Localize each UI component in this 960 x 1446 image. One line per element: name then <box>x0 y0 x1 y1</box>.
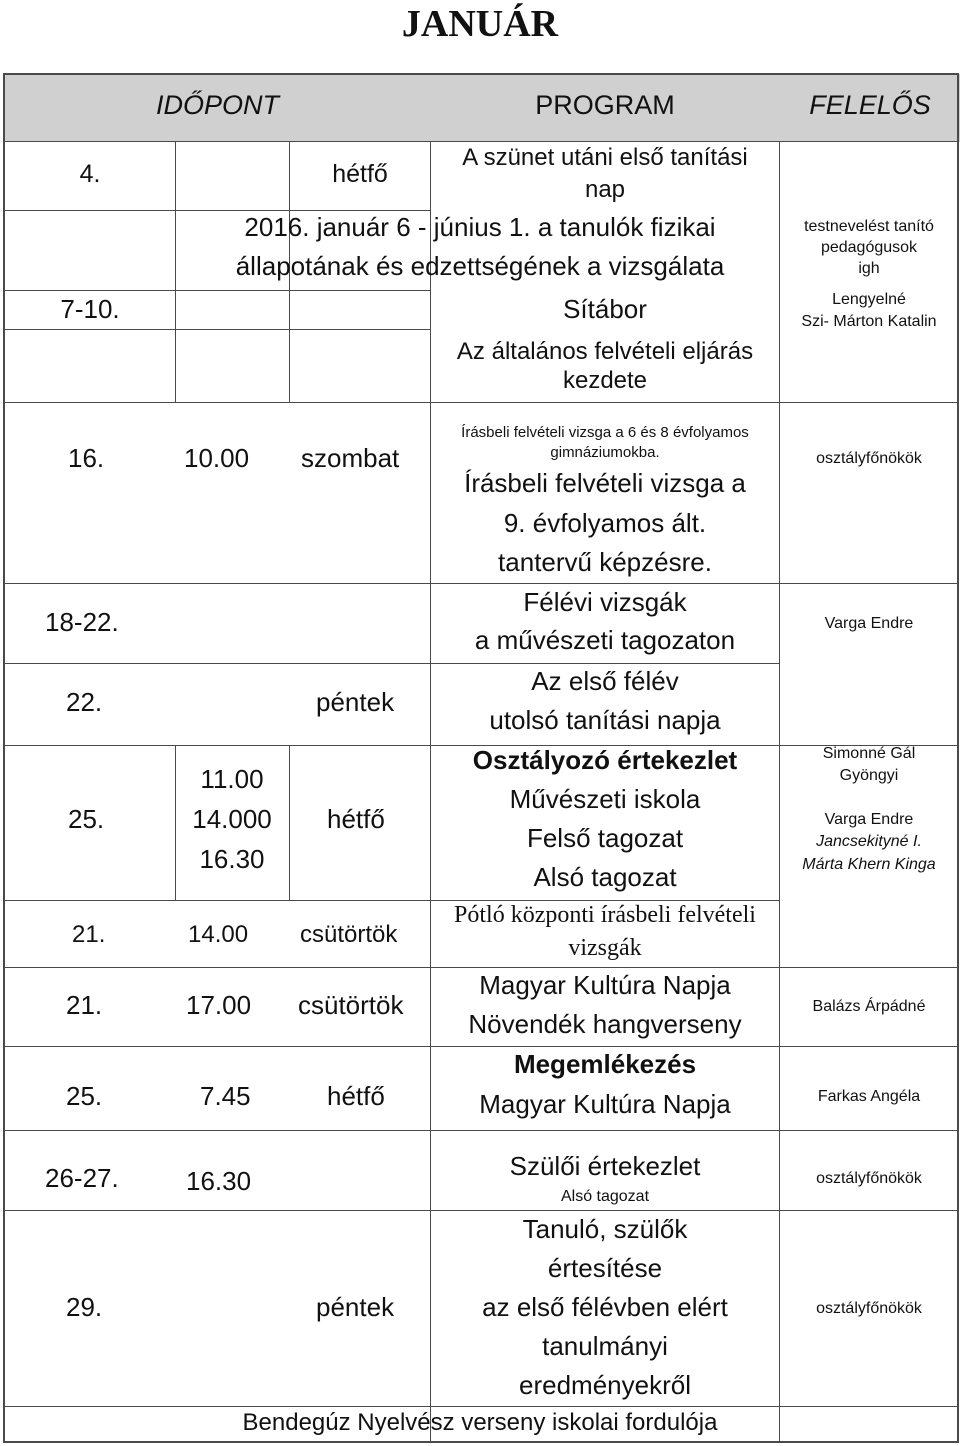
header-felelos: FELELŐS <box>809 90 931 120</box>
row-program: nap <box>584 176 626 203</box>
row-time: 14.00 <box>188 921 249 948</box>
row-program: Félévi vizsgák <box>523 587 687 617</box>
row-program: az első félévben elért <box>482 1292 728 1322</box>
row-program: Sítábor <box>563 294 647 324</box>
row-program: értesítése <box>547 1253 663 1283</box>
header-idopont: IDŐPONT <box>155 90 279 120</box>
row-time: 17.00 <box>186 990 252 1020</box>
row-program: Alsó tagozat <box>560 1188 650 1205</box>
row-responsible: Gyöngyi <box>839 767 899 784</box>
row-responsible: Márta Khern Kinga <box>802 856 936 873</box>
row-responsible: Lengyelné <box>832 291 906 308</box>
row-responsible: testnevelést tanító <box>804 218 934 235</box>
row-responsible: pedagógusok <box>820 239 918 256</box>
row-program: gimnáziumokba. <box>550 444 660 461</box>
row-day: 25. <box>66 1081 103 1111</box>
row-time: 14.000 <box>192 804 272 834</box>
row-weekday: péntek <box>316 687 395 717</box>
row-weekday: hétfő <box>327 1081 385 1111</box>
row-program: Magyar Kultúra Napja <box>479 1089 731 1119</box>
row-day: 25. <box>68 804 105 834</box>
row-time: 11.00 <box>200 764 264 794</box>
row-responsible: Varga Endre <box>824 615 914 632</box>
row-day: 4. <box>79 160 101 188</box>
row-responsible: Jancsekityné I. <box>816 833 922 850</box>
row-program: Tanuló, szülők <box>522 1214 688 1244</box>
row-program: Megemlékezés <box>513 1049 697 1079</box>
row-program: kezdete <box>562 367 648 394</box>
row-program: Alsó tagozat <box>533 862 677 892</box>
row-program: Művészeti iskola <box>509 784 701 814</box>
row-program: állapotának és edzettségének a vizsgálata <box>235 251 725 281</box>
row-program: Bendegúz Nyelvész verseny iskolai fordulója <box>242 1409 718 1436</box>
row-program: Osztályozó értekezlet <box>472 745 738 775</box>
row-program: utolsó tanítási napja <box>489 705 721 735</box>
row-program: tantervű képzésre. <box>498 547 712 577</box>
row-responsible: Balázs Árpádné <box>812 998 926 1015</box>
row-responsible: Varga Endre <box>824 811 914 828</box>
row-time: 10.00 <box>184 443 250 473</box>
row-responsible: osztályfőnökök <box>816 450 922 467</box>
row-weekday: csütörtök <box>300 921 398 948</box>
row-time: 16.30 <box>199 844 265 874</box>
row-program: Pótló központi írásbeli felvételi <box>454 902 756 928</box>
row-program: 2016. január 6 - június 1. a tanulók fizikai <box>244 212 716 242</box>
row-program: a művészeti tagozaton <box>474 625 736 655</box>
row-program: A szünet utáni első tanítási <box>462 144 748 171</box>
row-program: 9. évfolyamos ált. <box>503 508 707 538</box>
row-program: Szülői értekezlet <box>509 1151 701 1181</box>
row-weekday: hétfő <box>327 804 385 834</box>
row-day: 22. <box>66 687 103 717</box>
row-program: vizsgák <box>568 935 642 961</box>
row-responsible: osztályfőnökök <box>816 1170 922 1187</box>
row-time: 16.30 <box>186 1166 252 1196</box>
page-title: JANUÁR <box>401 3 559 45</box>
header-program: PROGRAM <box>535 90 675 120</box>
row-responsible: igh <box>858 260 880 277</box>
row-program: Az első félév <box>531 666 679 696</box>
row-program: tanulmányi <box>542 1331 668 1361</box>
row-day: 21. <box>72 921 106 948</box>
row-program: Növendék hangverseny <box>468 1009 742 1039</box>
row-day: 29. <box>66 1292 103 1322</box>
row-day: 26-27. <box>45 1163 119 1193</box>
row-day: 7-10. <box>60 294 120 324</box>
row-time: 7.45 <box>200 1081 251 1111</box>
row-responsible: Simonné Gál <box>822 745 916 762</box>
row-weekday: hétfő <box>332 160 388 188</box>
row-program: Írásbeli felvételi vizsga a <box>464 468 746 498</box>
row-program: Írásbeli felvételi vizsga a 6 és 8 évfolyamos <box>461 424 749 441</box>
row-program: eredményekről <box>519 1370 691 1400</box>
row-responsible: osztályfőnökök <box>816 1300 922 1317</box>
row-day: 16. <box>68 443 105 473</box>
row-program: Az általános felvételi eljárás <box>456 338 754 365</box>
row-responsible: Farkas Angéla <box>817 1088 921 1105</box>
row-weekday: szombat <box>301 443 400 473</box>
row-program: Magyar Kultúra Napja <box>479 970 731 1000</box>
row-weekday: péntek <box>316 1292 395 1322</box>
row-day: 18-22. <box>45 607 119 637</box>
row-weekday: csütörtök <box>298 990 404 1020</box>
row-day: 21. <box>66 990 103 1020</box>
row-responsible: Szi- Márton Katalin <box>801 313 937 330</box>
row-program: Felső tagozat <box>526 823 684 853</box>
